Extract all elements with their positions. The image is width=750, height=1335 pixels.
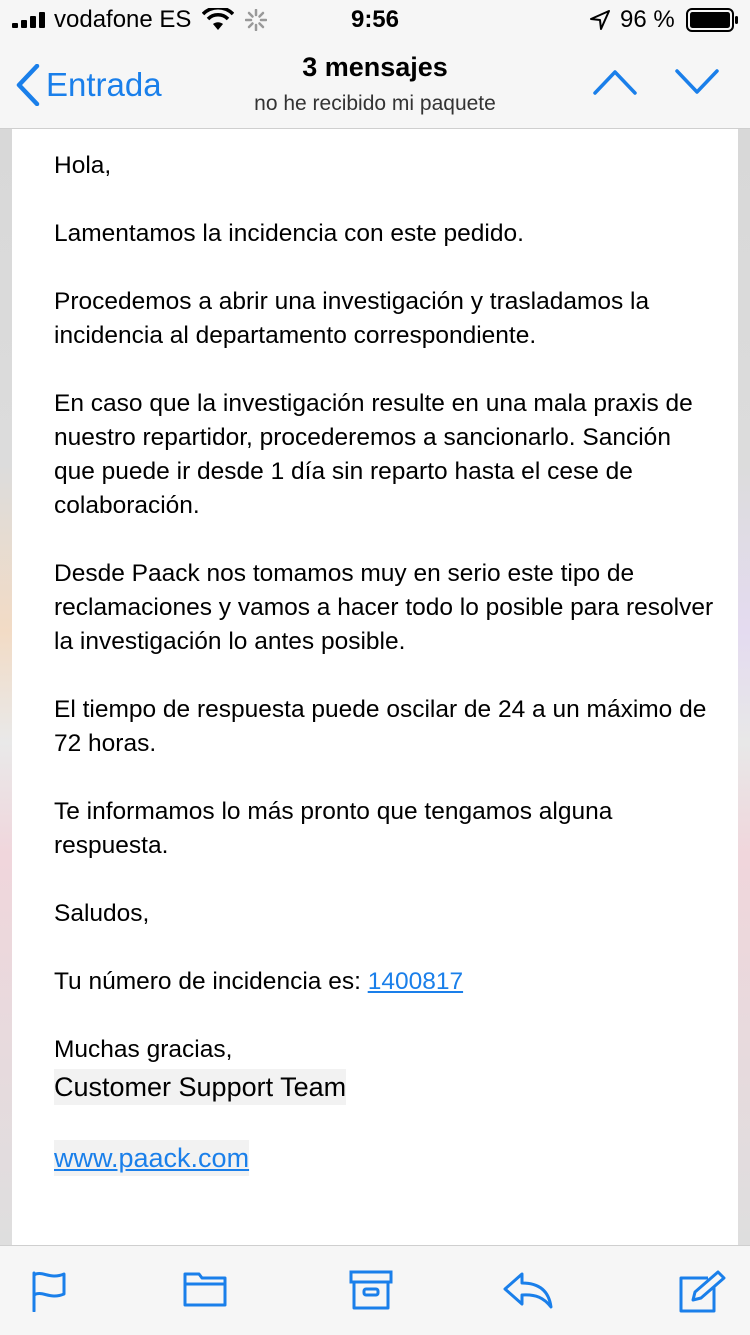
right-edge xyxy=(738,129,750,1245)
paragraph-commitment: Desde Paack nos tomamos muy en serio este tipo de reclamaciones y vamos a hacer todo lo posible para resolver la investigación lo antes posible. xyxy=(54,560,714,655)
carrier-name: vodafone ES xyxy=(54,6,192,33)
incident-line xyxy=(54,965,714,999)
previous-message-button[interactable] xyxy=(592,68,638,101)
chevron-up-icon xyxy=(592,68,638,96)
paragraph-investigation: Procedemos a abrir una investigación y trasladamos la incidencia al departamento correspondiente. xyxy=(54,288,650,349)
website-link[interactable]: www.paack.com xyxy=(54,1140,249,1176)
message-body[interactable] xyxy=(12,129,738,1245)
folder-icon xyxy=(183,1270,227,1308)
flag-button[interactable] xyxy=(30,1270,68,1317)
battery-percent: 96 % xyxy=(620,6,675,33)
reply-button[interactable] xyxy=(502,1270,554,1315)
archive-icon xyxy=(349,1270,393,1310)
closing: Saludos, xyxy=(54,900,150,927)
incident-number-link[interactable]: 1400817 xyxy=(367,968,464,995)
message-text xyxy=(54,149,714,1177)
paragraph-apology: Lamentamos la incidencia con este pedido. xyxy=(54,220,524,247)
compose-icon xyxy=(678,1270,726,1314)
location-arrow-icon xyxy=(590,10,610,35)
signature-team: Customer Support Team xyxy=(54,1069,346,1105)
battery-icon xyxy=(686,8,740,37)
incident-label: Tu número de incidencia es: xyxy=(54,968,368,995)
compose-button[interactable] xyxy=(678,1270,726,1319)
paragraph-follow-up: Te informamos lo más pronto que tengamos alguna respuesta. xyxy=(54,798,613,859)
left-edge xyxy=(0,129,12,1245)
archive-button[interactable] xyxy=(349,1270,393,1315)
flag-icon xyxy=(30,1270,68,1312)
paragraph-response-time: El tiempo de respuesta puede oscilar de 24 a un máximo de 72 horas. xyxy=(54,696,707,757)
reply-icon xyxy=(502,1270,554,1310)
chevron-down-icon xyxy=(674,68,720,96)
next-message-button[interactable] xyxy=(674,68,720,101)
thanks: Muchas gracias, xyxy=(54,1036,233,1063)
move-to-folder-button[interactable] xyxy=(183,1270,227,1313)
clock: 9:56 xyxy=(350,6,400,33)
paragraph-sanction: En caso que la investigación resulte en una mala praxis de nuestro repartidor, procederemos a sancionarlo. Sanción que puede ir desde 1 día sin reparto hasta el cese de colaboración. xyxy=(54,390,693,519)
status-bar xyxy=(0,0,750,40)
thread-subject: no he recibido mi paquete xyxy=(254,92,496,115)
back-label: Entrada xyxy=(46,66,162,103)
navigation-bar xyxy=(0,40,750,129)
thread-title: 3 mensajes xyxy=(302,52,448,82)
bottom-toolbar xyxy=(0,1245,750,1335)
greeting: Hola, xyxy=(54,152,112,179)
